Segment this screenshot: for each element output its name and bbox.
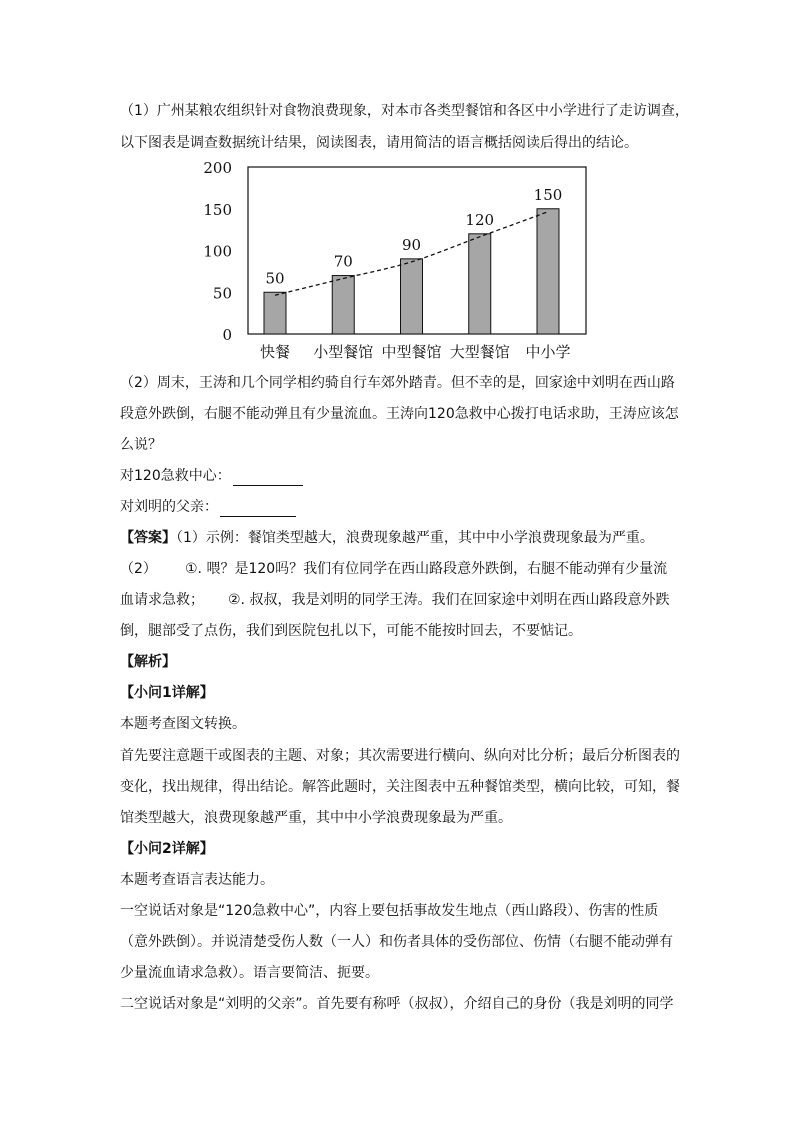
chart-bars — [264, 209, 559, 334]
analysis-sub2-line1: 本题考查语言表达能力。 — [120, 872, 274, 888]
bar — [332, 276, 354, 334]
blank2-answer-line — [220, 501, 296, 517]
bar-chart — [0, 0, 794, 370]
answer-part1-text: （1）示例：餐馆类型越大，浪费现象越严重，其中中小学浪费现象最为严重。 — [176, 530, 654, 546]
answer-part2-line2-part1: 血请求急救； — [120, 592, 204, 608]
data-label: 50 — [265, 269, 285, 288]
y-tick-label: 200 — [203, 159, 232, 177]
analysis-label: 【解析】 — [120, 654, 176, 670]
y-tick-label: 150 — [203, 200, 232, 219]
x-category-label: 大型餐馆 — [449, 343, 510, 361]
bar — [401, 259, 423, 334]
answer-part1-row — [120, 528, 654, 548]
question-part2-line1: （2）周末，王涛和几个同学相约骑自行车郊外踏青。但不幸的是，回家途中刘明在西山路 — [120, 375, 675, 391]
question-part1-line2: 以下图表是调查数据统计结果，阅读图表，请用简洁的语言概括阅读后得出的结论。 — [120, 135, 638, 151]
answer-label: 【答案】 — [120, 530, 176, 546]
analysis-sub1-line4: 馆类型越大，浪费现象越严重，其中中小学浪费现象最为严重。 — [120, 810, 512, 826]
chart-x-categories — [260, 343, 571, 361]
analysis-sub2-line4: 少量流血请求急救）。语言要简洁、扼要。 — [120, 965, 379, 981]
blank1-answer-line — [233, 470, 303, 486]
question-part2-line3: 么说？ — [120, 437, 162, 453]
y-tick-label: 100 — [203, 242, 232, 261]
chart-y-ticks — [203, 159, 232, 344]
blank1-label: 对120急救中心： — [120, 468, 231, 484]
analysis-sub2-label: 【小问2详解】 — [120, 841, 214, 857]
y-tick-label: 0 — [222, 326, 232, 344]
analysis-sub1-line1: 本题考查图文转换。 — [120, 716, 246, 732]
data-label: 120 — [465, 210, 495, 229]
question-part1-line1: （1）广州某粮农组织针对食物浪费现象，对本市各类型餐馆和各区中小学进行了走访调查， — [120, 103, 689, 119]
data-label: 70 — [333, 252, 353, 271]
analysis-sub1-line2: 首先要注意题干或图表的主题、对象；其次需要进行横向、纵向对比分析；最后分析图表的 — [120, 748, 680, 764]
bar — [469, 234, 491, 334]
answer-part2-line1: ①. 喂？是120吗？我们有位同学在西山路段意外跌倒，右腿不能动弹有少量流 — [185, 561, 668, 577]
question-part2-line2: 段意外跌倒，右腿不能动弹且有少量流血。王涛向120急救中心拨打电话求助，王涛应该怎 — [120, 406, 679, 422]
data-label: 90 — [401, 235, 422, 254]
answer-part2-line1-prefix: （2） — [120, 561, 157, 577]
answer-part2-line3: 倒，腿部受了点伤，我们到医院包扎以下，可能不能按时回去，不要惦记。 — [120, 623, 582, 639]
analysis-sub2-line2: 一空说话对象是“120急救中心”，内容上要包括事故发生地点（西山路段）、伤害的性质 — [120, 903, 659, 919]
analysis-sub2-line5: 二空说话对象是“刘明的父亲”。首先要有称呼（叔叔），介绍自己的身份（我是刘明的同学 — [120, 996, 674, 1012]
analysis-sub1-line3: 变化，找出规律，得出结论。解答此题时，关注图表中五种餐馆类型，横向比较，可知，餐 — [120, 779, 680, 795]
blank2-row — [120, 497, 296, 517]
x-category-label: 小型餐馆 — [313, 343, 374, 361]
analysis-sub1-label: 【小问1详解】 — [120, 685, 214, 701]
answer-part2-line2-part2: ②. 叔叔，我是刘明的同学王涛。我们在回家途中刘明在西山路段意外跌 — [228, 592, 670, 608]
x-category-label: 中型餐馆 — [381, 343, 442, 361]
bar — [537, 209, 559, 334]
data-label: 150 — [533, 185, 563, 204]
bar — [264, 292, 286, 334]
blank2-label: 对刘明的父亲： — [120, 499, 218, 515]
x-category-label: 中小学 — [525, 343, 571, 361]
analysis-sub2-line3: （意外跌倒）。并说清楚受伤人数（一人）和伤者具体的受伤部位、伤情（右腿不能动弹有 — [120, 934, 673, 950]
y-tick-label: 50 — [212, 284, 232, 303]
blank1-row — [120, 466, 303, 486]
x-category-label: 快餐 — [259, 343, 291, 361]
